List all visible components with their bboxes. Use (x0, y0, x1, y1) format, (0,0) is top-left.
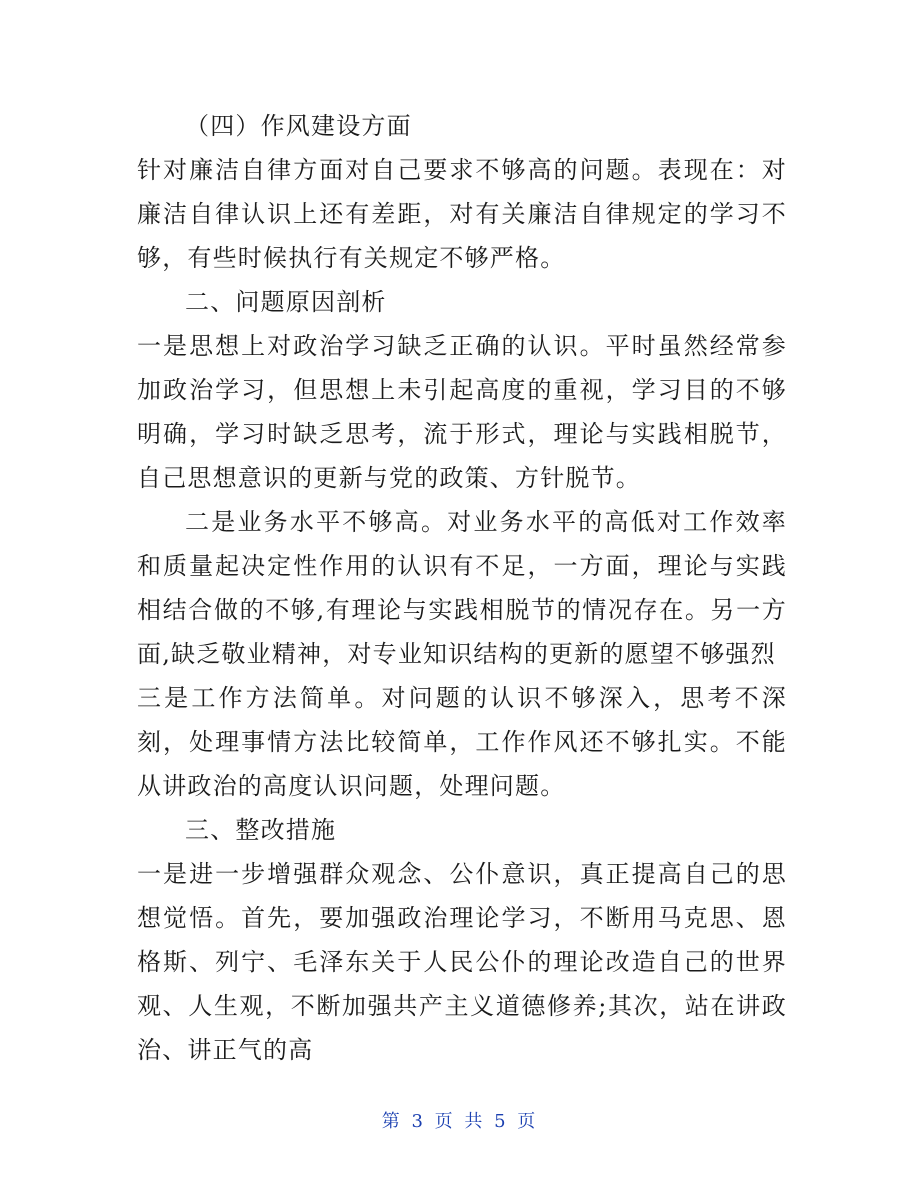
paragraph-mass-awareness: 一是进一步增强群众观念、公仆意识，真正提高自己的思想觉悟。首先，要加强政治理论学习，不断用马克思、恩格斯、列宁、毛泽东关于人民公仆的理论改造自己的世界观、人生观，不断加强共产主义道德修养;其次，站在讲政治、讲正气的高 (137, 860, 787, 1064)
section-heading-cause-analysis: 二、问题原因剖析 (185, 288, 387, 316)
paragraph-political-study: 一是思想上对政治学习缺乏正确的认识。平时虽然经常参加政治学习，但思想上未引起高度的重视，学习目的不够明确，学习时缺乏思考，流于形式，理论与实践相脱节，自己思想意识的更新与党的政策、方针脱节。 (137, 332, 787, 492)
paragraph-business-level: 二是业务水平不够高。对业务水平的高低对工作效率和质量起决定性作用的认识有不足，一方面，理论与实践相结合做的不够,有理论与实践相脱节的情况存在。另一方面,缺乏敬业精神，对专业知识结构的更新的愿望不够强烈 (137, 508, 787, 668)
page-number-footer: 第 3 页 共 5 页 (381, 1111, 539, 1132)
section-heading-work-style: （四）作风建设方面 (185, 112, 412, 140)
document-body (137, 104, 787, 1072)
paragraph-integrity-issue: 针对廉洁自律方面对自己要求不够高的问题。表现在：对廉洁自律认识上还有差距，对有关廉洁自律规定的学习不够，有些时候执行有关规定不够严格。 (137, 156, 787, 272)
paragraph-work-method: 三是工作方法简单。对问题的认识不够深入，思考不深刻，处理事情方法比较简单，工作作风还不够扎实。不能从讲政治的高度认识问题，处理问题。 (137, 684, 787, 800)
section-heading-rectification: 三、整改措施 (185, 816, 337, 844)
